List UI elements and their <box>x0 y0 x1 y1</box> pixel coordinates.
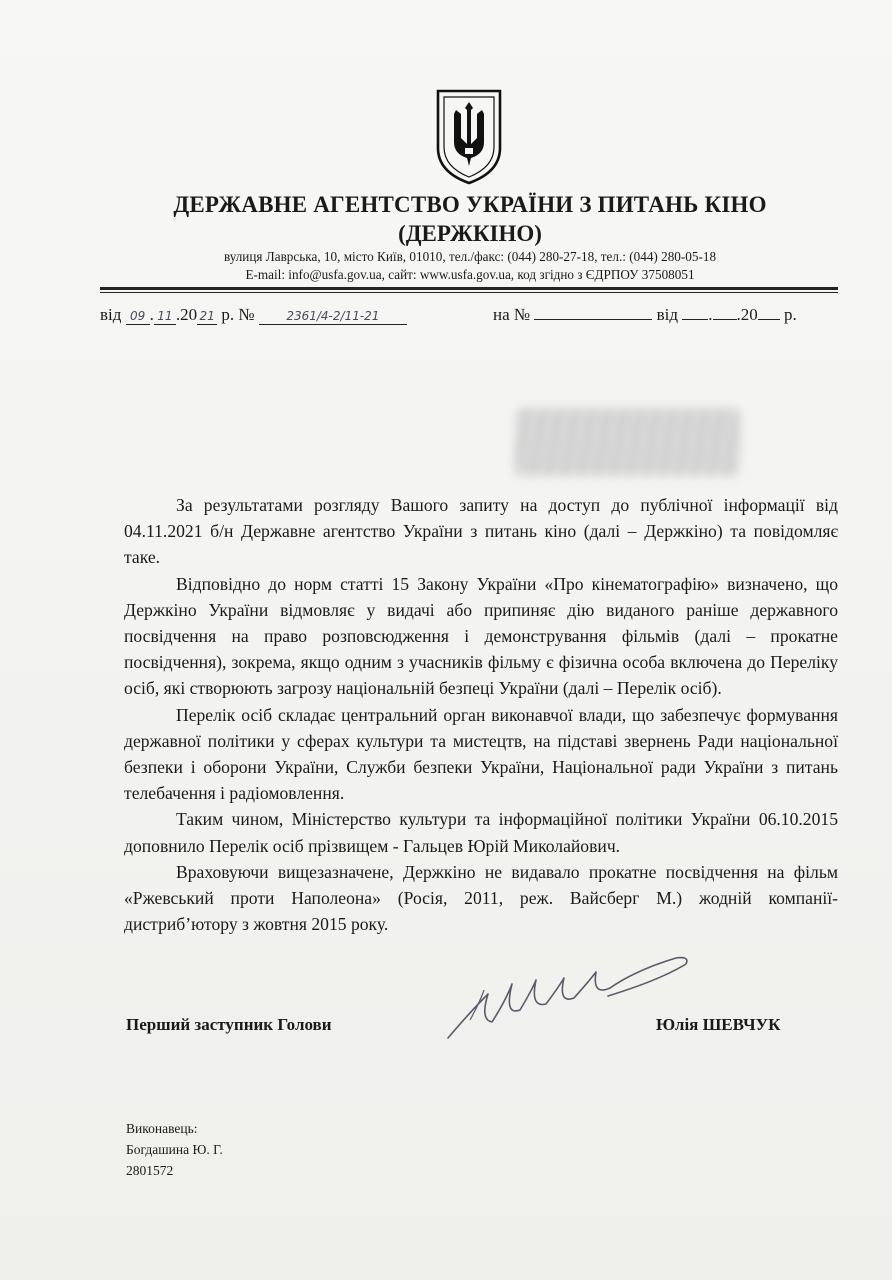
coat-of-arms-icon <box>434 88 504 186</box>
organization-short-name: (ДЕРЖКІНО) <box>398 221 542 246</box>
body-paragraph: За результатами розгляду Вашого запиту на доступ до публічної інформації від 04.11.2021 б/н Державне агентство України з питань кіно (далі – Держкіно) та повідомляє таке. <box>124 495 838 568</box>
date-month: 11 <box>154 308 176 325</box>
incoming-reference <box>493 305 797 325</box>
reference-year-unit: р. <box>784 305 797 324</box>
letter-body <box>124 492 838 937</box>
registration-number: 2361/4-2/11-21 <box>259 308 407 325</box>
organization-address: вулиця Лаврська, 10, місто Київ, 01010, тел./факс: (044) 280-27-18, тел.: (044) 280-05-18 <box>223 249 717 264</box>
date-year: 21 <box>197 308 217 325</box>
signer-position: Перший заступник Голови <box>126 1015 332 1034</box>
executor-block <box>126 1118 223 1181</box>
number-label: № <box>238 305 255 324</box>
outgoing-registration <box>100 305 407 325</box>
body-paragraph: Відповідно до норм статті 15 Закону України «Про кінематографію» визначено, що Держкіно України відмовляє у видачі або припиняє дію виданого раніше державного посвідчення на право розповсюдження і демонстрування фільмів (далі – прокатне посвідчення), зокрема, якщо одним з учасників фільму є фізична особа включена до Переліку осіб, які створюють загрозу національній безпеці України (далі – Перелік осіб). <box>124 573 838 699</box>
reference-year-prefix: .20 <box>736 305 758 324</box>
year-prefix: .20 <box>175 305 198 324</box>
date-separator: . <box>149 305 154 324</box>
year-unit: р. <box>221 305 235 324</box>
handwritten-signature <box>440 950 710 1050</box>
executor-phone: 2801572 <box>126 1163 174 1178</box>
organization-name: ДЕРЖАВНЕ АГЕНТСТВО УКРАЇНИ З ПИТАНЬ КІНО <box>173 192 767 217</box>
reference-label: на № <box>493 305 531 324</box>
reference-number-blank <box>534 305 652 320</box>
redacted-recipient <box>515 408 740 476</box>
reference-day-blank <box>682 305 708 320</box>
organization-contacts: E-mail: info@usfa.gov.ua, сайт: www.usfa.gov.ua, код згідно з ЄДРПОУ 37508051 <box>245 267 695 282</box>
body-paragraph: Враховуючи вищезазначене, Держкіно не видавало прокатне посвідчення на фільм «Ржевський проти Наполеона» (Росія, 2011, реж. Вайсберг М.) жодній компанії-дистриб’ютору з жовтня 2015 року. <box>124 861 838 935</box>
from-label: від <box>100 305 122 324</box>
header-divider-thin <box>100 292 838 293</box>
reference-year-blank <box>758 305 780 320</box>
date-day: 09 <box>126 308 150 325</box>
body-paragraph: Перелік осіб складає центральний орган виконавчої влади, що забезпечує формування державної політики у сферах культури та мистецтв, на підставі звернень Ради національної безпеки і оборони України, Служби безпеки України, Національної ради України з питань телебачення і радіомовлення. <box>124 704 838 804</box>
reference-from-label: від <box>656 305 679 324</box>
reference-separator: . <box>708 305 713 324</box>
body-paragraph: Таким чином, Міністерство культури та інформаційної політики України 06.10.2015 доповнило Перелік осіб прізвищем - Гальцев Юрій Миколайович. <box>124 809 838 856</box>
header-divider-thick <box>100 287 838 290</box>
executor-name: Богдашина Ю. Г. <box>126 1142 223 1157</box>
signer-name: Юлія ШЕВЧУК <box>656 1015 781 1034</box>
executor-label: Виконавець: <box>126 1121 198 1136</box>
reference-month-blank <box>713 305 737 320</box>
